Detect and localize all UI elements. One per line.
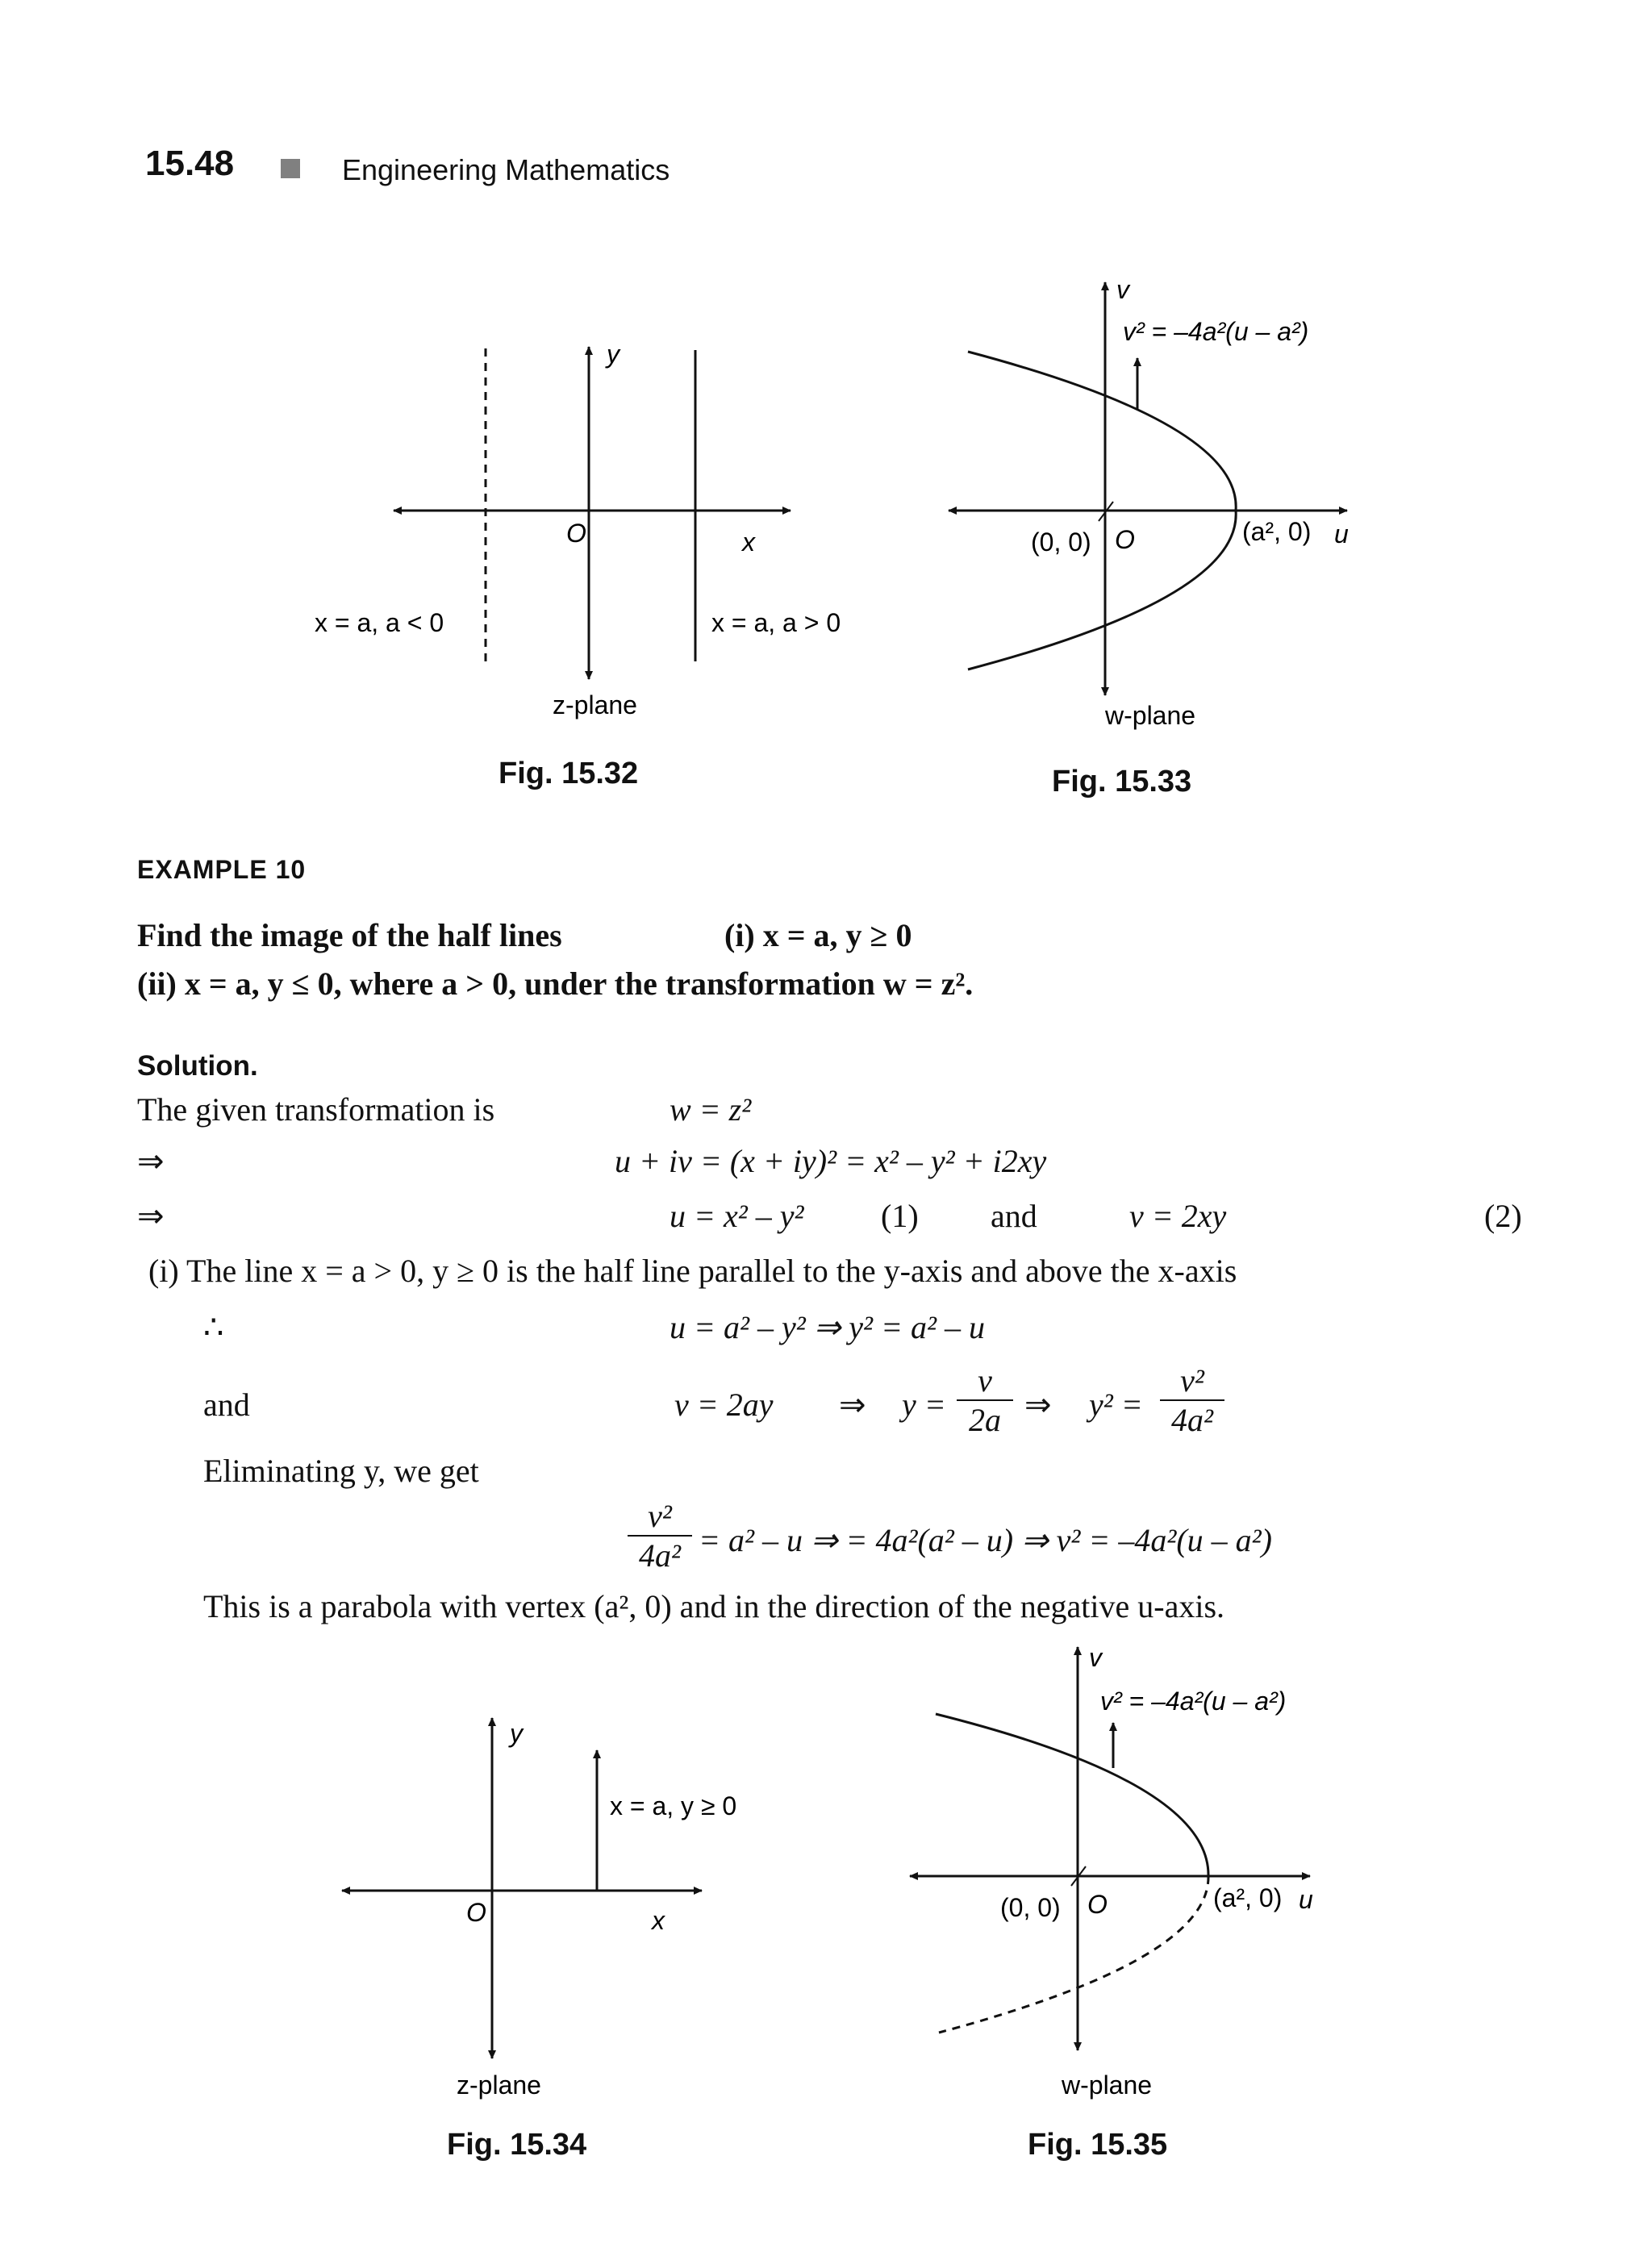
eq-u-a: u = a² – y² ⇒ y² = a² – u xyxy=(670,1309,985,1345)
vertex-label: (a², 0) xyxy=(1213,1883,1283,1912)
eq-v: v = 2xy xyxy=(1129,1198,1227,1234)
y-equals: y = xyxy=(902,1387,946,1423)
example-heading: EXAMPLE 10 xyxy=(137,855,307,884)
eq2-tag: (2) xyxy=(1484,1198,1522,1234)
elimination-result: = a² – u ⇒ = 4a²(a² – u) ⇒ v² = –4a²(u – a²) xyxy=(699,1522,1272,1558)
origin-coord: (0, 0) xyxy=(1031,528,1091,557)
eq-expand: u + iv = (x + iy)² = x² – y² + i2xy xyxy=(615,1143,1047,1179)
y-axis-label: y xyxy=(607,340,620,369)
plane-label: z-plane xyxy=(457,2070,541,2100)
plane-label: z-plane xyxy=(553,690,637,719)
problem-line-1b: (i) x = a, y ≥ 0 xyxy=(724,917,912,953)
origin-label: O xyxy=(466,1898,486,1927)
x-axis-label: x xyxy=(742,528,755,557)
x-axis-label: x xyxy=(652,1906,665,1935)
u-axis-label: u xyxy=(1299,1885,1313,1914)
arrow-1: ⇒ xyxy=(839,1387,866,1423)
plane-label: w-plane xyxy=(1105,701,1196,730)
parabola-lower-half-dashed xyxy=(939,1876,1208,2033)
curve-equation: v² = –4a²(u – a²) xyxy=(1100,1687,1287,1716)
fraction-v2-over-4a2: $\frac{\text{v²}}{\text{4a²}}$ xyxy=(1160,1362,1224,1439)
part-i-text: (i) The line x = a > 0, y ≥ 0 is the half line parallel to the y-axis and above the x-axis xyxy=(148,1253,1237,1289)
v-axis-label: v xyxy=(1089,1643,1102,1672)
origin-coord: (0, 0) xyxy=(1000,1893,1061,1922)
fig-15-33-caption: Fig. 15.33 xyxy=(1052,765,1192,799)
fig-15-32-caption: Fig. 15.32 xyxy=(499,757,639,790)
and-word-2: and xyxy=(203,1387,250,1423)
header-square-icon xyxy=(281,159,300,178)
fraction-v-over-2a: $\frac{v}{2a}$ xyxy=(957,1362,1013,1439)
y-squared-equals: y² = xyxy=(1089,1387,1143,1423)
problem-line-1a: Find the image of the half lines xyxy=(137,917,562,953)
parabola-upper-half xyxy=(936,1714,1208,1876)
solution-heading: Solution. xyxy=(137,1050,258,1082)
figure-15-32 xyxy=(298,323,863,774)
left-line-label: x = a, a < 0 xyxy=(315,608,444,637)
vertex-label: (a², 0) xyxy=(1242,517,1312,546)
curve-equation: v² = –4a²(u – a²) xyxy=(1123,317,1309,346)
fig-15-34-caption: Fig. 15.34 xyxy=(447,2128,587,2162)
therefore-symbol: ∴ xyxy=(203,1309,224,1345)
figure-15-34 xyxy=(323,1702,774,2121)
u-axis-label: u xyxy=(1334,519,1349,548)
page-number: 15.48 xyxy=(145,144,235,183)
figure-15-33 xyxy=(944,274,1395,750)
origin-label: O xyxy=(1087,1890,1108,1919)
half-line-label: x = a, y ≥ 0 xyxy=(610,1791,737,1820)
fraction-v2-over-4a2-elim: $\frac{\text{v²}}{\text{4a²}}$ xyxy=(628,1497,692,1574)
and-word: and xyxy=(991,1198,1037,1234)
v-axis-label: v xyxy=(1116,275,1129,304)
eliminating-text: Eliminating y, we get xyxy=(203,1453,479,1489)
eq1-tag: (1) xyxy=(881,1198,919,1234)
fig-15-35-caption: Fig. 15.35 xyxy=(1028,2128,1168,2162)
eq-u: u = x² – y² xyxy=(670,1198,804,1234)
right-line-label: x = a, a > 0 xyxy=(711,608,841,637)
origin-label: O xyxy=(566,519,586,548)
figure-15-35 xyxy=(895,1637,1379,2105)
eq-w: w = z² xyxy=(670,1091,752,1128)
book-title: Engineering Mathematics xyxy=(342,153,670,186)
conclusion-text: This is a parabola with vertex (a², 0) and in the direction of the negative u-axis. xyxy=(203,1588,1225,1624)
origin-label: O xyxy=(1115,525,1135,554)
given-text: The given transformation is xyxy=(137,1091,495,1128)
arrow-2: ⇒ xyxy=(1024,1387,1052,1423)
plane-label: w-plane xyxy=(1062,2070,1153,2100)
eq-v-a: v = 2ay xyxy=(674,1387,774,1423)
implies-1: ⇒ xyxy=(137,1143,165,1179)
y-axis-label: y xyxy=(510,1719,523,1748)
implies-2: ⇒ xyxy=(137,1198,165,1234)
problem-line-2: (ii) x = a, y ≤ 0, where a > 0, under the transformation w = z². xyxy=(137,965,974,1002)
